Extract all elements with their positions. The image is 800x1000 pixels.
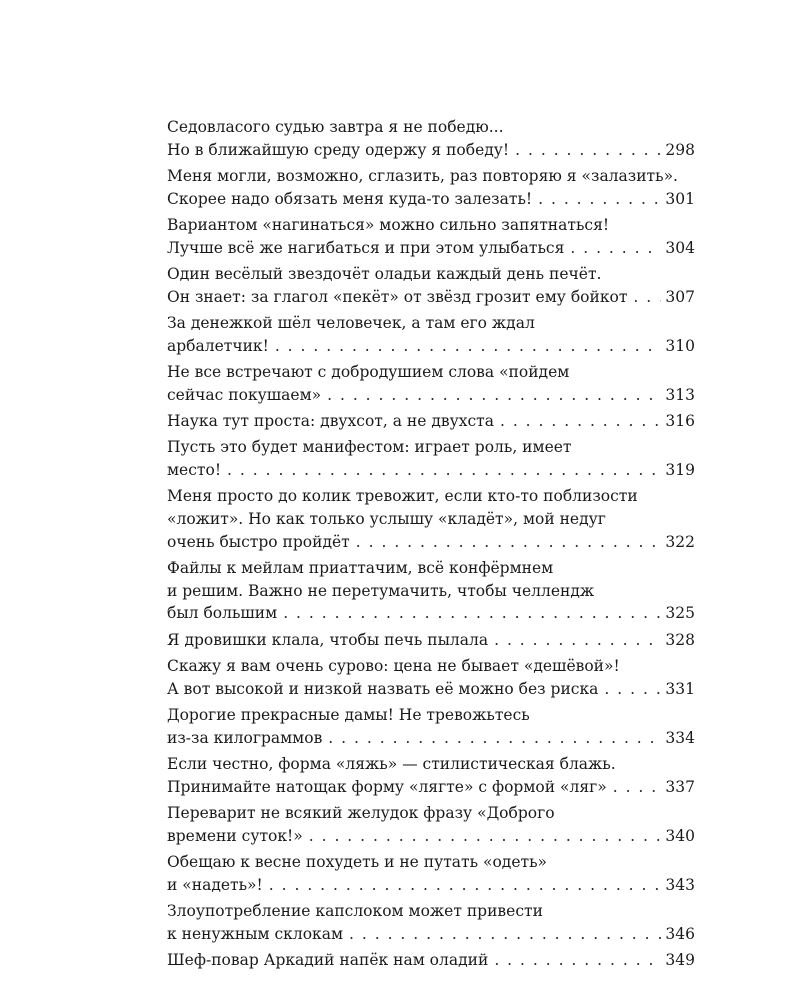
toc-entry xyxy=(167,410,695,433)
dot-leader xyxy=(327,384,661,407)
toc-entry-title-text: За денежкой шёл человечек, а там его ждал xyxy=(167,313,535,332)
page-number: 334 xyxy=(665,728,695,747)
dot-leader xyxy=(604,678,661,701)
dot-leader xyxy=(283,602,661,625)
toc-entry-title-text: Лучше всё же нагибаться и при этом улыбаться xyxy=(167,238,565,257)
toc-entry-line xyxy=(167,825,695,848)
dot-leader xyxy=(275,335,662,358)
toc-entry-title-text: и решим. Важно не перетумачить, чтобы челлендж xyxy=(167,581,595,600)
dot-leader xyxy=(328,727,661,750)
toc-entry-line xyxy=(167,776,695,799)
toc-entry-title-text: Переварит не всякий желудок фразу «Доброго xyxy=(167,803,555,822)
page-number: 313 xyxy=(665,385,695,404)
dot-leader xyxy=(613,776,662,799)
page-number: 349 xyxy=(665,950,695,969)
toc-entry xyxy=(167,361,695,407)
toc-entry-title-text: арбалетчик! xyxy=(167,336,269,355)
dot-leader xyxy=(269,874,662,897)
dot-leader xyxy=(494,629,661,652)
dot-leader xyxy=(227,459,661,482)
toc-entry-title-text: Скажу я вам очень сурово: цена не бывает «дешёвой»! xyxy=(167,656,620,675)
toc-entry xyxy=(167,214,695,260)
toc-entry-title-text: А вот высокой и низкой назвать её можно без риска xyxy=(167,679,599,698)
dot-leader xyxy=(356,531,662,554)
toc-entry-line xyxy=(167,410,695,433)
toc-entry-title-text: к ненужным склокам xyxy=(167,924,344,943)
toc-entry-title-text: Злоупотребление капслоком может привести xyxy=(167,901,543,920)
toc-entry-title-text: времени суток!» xyxy=(167,826,303,845)
toc-entry xyxy=(167,557,695,625)
toc-entry xyxy=(167,312,695,358)
toc-entry-title-text: Седовласого судью завтра я не победю... xyxy=(167,118,504,136)
toc-entry-line xyxy=(167,678,695,701)
toc-entry-line xyxy=(167,335,695,358)
toc-entry xyxy=(167,802,695,848)
toc-entry xyxy=(167,704,695,750)
page-number: 343 xyxy=(665,875,695,894)
dot-leader xyxy=(515,139,661,162)
toc-entry-title-text: Скорее надо обязать меня куда-то залезать! xyxy=(167,189,533,208)
toc-entry-line xyxy=(167,949,695,972)
toc-entry-title-text: и «надеть»! xyxy=(167,875,263,894)
toc-entry-line xyxy=(167,629,695,652)
toc-entry-line xyxy=(167,188,695,211)
toc-entry-title-text: Меня просто до колик тревожит, если кто-то поблизости xyxy=(167,487,638,506)
toc-entry-title-text: был большим xyxy=(167,604,278,623)
toc-entry xyxy=(167,485,695,553)
toc-entry-title-text: Файлы к мейлам приаттачим, всё конфёрмнем xyxy=(167,558,554,577)
table-of-contents xyxy=(167,116,695,975)
page-number: 328 xyxy=(665,630,695,649)
dot-leader xyxy=(500,410,661,433)
toc-entry-line xyxy=(167,286,695,309)
page-number: 301 xyxy=(665,189,695,208)
toc-entry-title-text: из-за килограммов xyxy=(167,728,323,747)
toc-entry-title-text: Но в ближайшую среду одержу я победу! xyxy=(167,140,510,159)
toc-entry-line xyxy=(167,874,695,897)
page-number: 337 xyxy=(665,777,695,796)
dot-leader xyxy=(570,237,661,260)
toc-entry-title-text: Шеф-повар Аркадий напёк нам оладий xyxy=(167,950,489,969)
toc-entry-line xyxy=(167,602,695,625)
toc-entry-title-text: Я дровишки клала, чтобы печь пылала xyxy=(167,630,489,649)
page-number: 340 xyxy=(665,826,695,845)
toc-entry-line xyxy=(167,459,695,482)
toc-entry-title-text: сейчас покушаем» xyxy=(167,385,322,404)
toc-entry-title-text: Наука тут проста: двухсот, а не двухста xyxy=(167,411,494,430)
dot-leader xyxy=(309,825,662,848)
toc-entry-line xyxy=(167,727,695,750)
toc-entry-line xyxy=(167,384,695,407)
toc-entry-title-text: Вариантом «нагинаться» можно сильно запятнаться! xyxy=(167,215,610,234)
page-number: 346 xyxy=(665,924,695,943)
page-number: 331 xyxy=(665,679,695,698)
toc-entry-title-text: Не все встречают с добродушием слова «пойдем xyxy=(167,362,570,381)
toc-entry xyxy=(167,263,695,309)
toc-entry-line xyxy=(167,237,695,260)
toc-entry xyxy=(167,655,695,701)
page-number: 307 xyxy=(665,287,695,306)
toc-entry-title-text: Он знает: за глагол «пекёт» от звёзд грозит ему бойкот xyxy=(167,287,628,306)
toc-entry xyxy=(167,165,695,211)
toc-entry-title-text: Пусть это будет манифестом: играет роль, имеет xyxy=(167,438,572,457)
page-number: 325 xyxy=(665,604,695,623)
dot-leader xyxy=(349,923,661,946)
toc-entry-line xyxy=(167,139,695,162)
toc-entry-title-text: очень быстро пройдёт xyxy=(167,532,350,551)
toc-entry-line xyxy=(167,923,695,946)
dot-leader xyxy=(494,949,661,972)
toc-entry-title-text: Меня могли, возможно, сглазить, раз повторяю я «залазить». xyxy=(167,166,678,185)
toc-entry xyxy=(167,949,695,972)
toc-entry xyxy=(167,851,695,897)
toc-entry-line xyxy=(167,531,695,554)
toc-entry xyxy=(167,753,695,799)
page-number: 316 xyxy=(665,411,695,430)
page-number: 304 xyxy=(665,238,695,257)
dot-leader xyxy=(633,286,661,309)
toc-entry-title-text: место! xyxy=(167,460,222,479)
toc-entry xyxy=(167,436,695,482)
toc-entry-title-text: Если честно, форма «ляжь» — стилистическая блажь. xyxy=(167,754,616,773)
toc-entry-title-text: Принимайте натощак форму «лягте» с формой «ляг» xyxy=(167,777,607,796)
dot-leader xyxy=(538,188,661,211)
page-number: 310 xyxy=(665,336,695,355)
page-number: 319 xyxy=(665,460,695,479)
page-number: 322 xyxy=(665,532,695,551)
toc-entry-title-text: Один весёлый звездочёт оладьи каждый день печёт. xyxy=(167,264,602,283)
toc-entry-title-text: Обещаю к весне похудеть и не путать «одеть» xyxy=(167,852,548,871)
toc-entry xyxy=(167,116,695,162)
toc-entry-title-text: «ложит». Но как только услышу «кладёт», мой недуг xyxy=(167,509,606,528)
page-number: 298 xyxy=(665,140,695,159)
toc-entry xyxy=(167,900,695,946)
toc-entry xyxy=(167,629,695,652)
toc-entry-title-text: Дорогие прекрасные дамы! Не тревожьтесь xyxy=(167,705,530,724)
